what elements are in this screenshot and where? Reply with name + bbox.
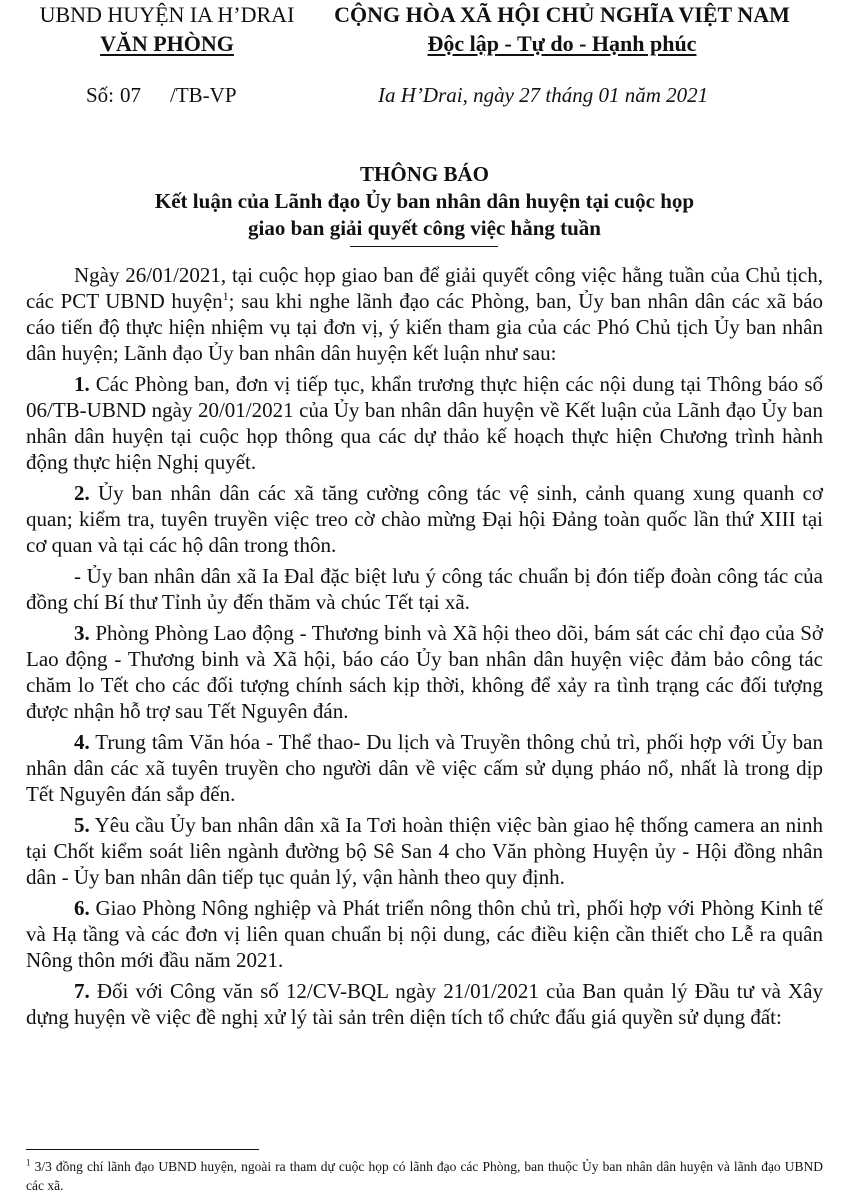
intro-text-2: ; sau khi nghe lãnh đạo các Phòng, ban, Ủy ban nhân dân các xã báo cáo tiến độ thực hiện nhiệm vụ tại đơn vị, ý kiến tham gia của các Phó Chủ tịch Ủy ban nhân dân huyện; Lãnh đạo Ủy ban nhân dân huyện kết luận như sau: [26,289,824,365]
title-divider [350,246,498,247]
item-number: 3. [74,621,90,645]
document-number [86,83,237,108]
item-number: 2. [74,481,90,505]
issuer-block [22,0,312,58]
item-text: Yêu cầu Ủy ban nhân dân xã Ia Tơi hoàn thiện việc bàn giao hệ thống camera an ninh tại Chốt kiểm soát liên ngành đường bộ Sê San 4 cho Văn phòng Huyện ủy - Hội đồng nhân dân - Ủy ban nhân dân tiếp tục quản lý, vận hành theo quy định. [26,813,823,889]
item-text: Trung tâm Văn hóa - Thể thao- Du lịch và Truyền thông chủ trì, phối hợp với Ủy ban nhân dân các xã tuyên truyền cho người dân về việc cấm sử dụng pháo nổ, nhất là trong dịp Tết Nguyên đán sắp đến. [26,730,823,806]
footnote-divider [26,1149,259,1150]
document-number-suffix: /TB-VP [170,83,237,107]
place-date: Ia H’Drai, ngày 27 tháng 01 năm 2021 [378,83,709,107]
national-motto-text: Độc lập - Tự do - Hạnh phúc [427,31,697,56]
national-heading [312,0,812,58]
item-number: 4. [74,730,90,754]
footnote-reference: 1 [222,289,229,303]
conclusion-item [26,371,823,475]
country-name: CỘNG HÒA XÃ HỘI CHỦ NGHĨA VIỆT NAM [334,2,790,27]
conclusion-item [26,812,823,890]
footnote [26,1157,823,1195]
item-text: Phòng Phòng Lao động - Thương binh và Xã hội theo dõi, bám sát các chỉ đạo của Sở Lao động - Thương binh và Xã hội, báo cáo Ủy ban nhân dân huyện việc đảm bảo công tác chăm lo Tết cho các đối tượng chính sách kịp thời, không để xảy ra tình trạng các đối tượng được nhận hỗ trợ sau Tết Nguyên đán. [26,621,823,723]
item-text: - Ủy ban nhân dân xã Ia Đal đặc biệt lưu ý công tác chuẩn bị đón tiếp đoàn công tác của đồng chí Bí thư Tỉnh ủy đến thăm và chúc Tết tại xã. [26,564,823,614]
document-type: THÔNG BÁO [360,162,489,186]
intro-paragraph [26,262,823,366]
document-number-prefix: Số: [86,83,115,107]
item-text: Đối với Công văn số 12/CV-BQL ngày 21/01/2021 của Ban quản lý Đầu tư và Xây dựng huyện về việc đề nghị xử lý tài sản trên diện tích tổ chức đấu giá quyền sử dụng đất: [26,979,823,1029]
item-text: Ủy ban nhân dân các xã tăng cường công tác vệ sinh, cảnh quang xung quanh cơ quan; kiểm tra, tuyên truyền việc treo cờ chào mừng Đại hội Đảng toàn quốc lần thứ XIII tại cơ quan và tại các hộ dân trong thôn. [26,481,823,557]
footnote-marker: 1 [26,1157,31,1168]
document-number-value: 07 [120,83,142,107]
conclusion-item [26,620,823,724]
item-text: Giao Phòng Nông nghiệp và Phát triển nông thôn chủ trì, phối hợp với Phòng Kinh tế và Hạ tầng và các đơn vị liên quan chuẩn bị nội dung, các điều kiện cần thiết cho Lễ ra quân Nông thôn mới đầu năm 2021. [26,896,823,972]
item-number: 6. [74,896,90,920]
footnote-text: 3/3 đồng chí lãnh đạo UBND huyện, ngoài ra tham dự cuộc họp có lãnh đạo các Phòng, ban thuộc Ủy ban nhân dân huyện và lãnh đạo UBND các xã. [26,1159,823,1193]
issuer-office-text: VĂN PHÒNG [100,31,234,56]
document-subject-line-1: Kết luận của Lãnh đạo Ủy ban nhân dân huyện tại cuộc họp [154,189,695,213]
item-number: 1. [74,372,90,396]
conclusion-item [26,480,823,558]
issuer-office [22,29,312,58]
intro-text-1: Ngày 26/01/2021, tại cuộc họp giao ban để giải quyết công việc hằng tuần của Chủ tịch, các PCT UBND huyện [26,263,823,313]
issuer-agency: UBND HUYỆN IA H’DRAI [39,2,295,27]
conclusion-subitem [26,563,823,615]
document-body [26,262,823,1030]
document-subject-line-2: giao ban giải quyết công việc hằng tuần [248,216,601,240]
national-motto [312,29,812,58]
item-number: 7. [74,979,90,1003]
item-text: Các Phòng ban, đơn vị tiếp tục, khẩn trương thực hiện các nội dung tại Thông báo số 06/TB-UBND ngày 20/01/2021 của Ủy ban nhân dân huyện về Kết luận của Lãnh đạo Ủy ban nhân dân huyện tại cuộc họp thông qua các dự thảo kế hoạch thực hiện Chương trình hành động thực hiện Nghị quyết. [26,372,823,474]
conclusion-item [26,895,823,973]
conclusion-item [26,978,823,1030]
conclusion-item [26,729,823,807]
item-number: 5. [74,813,90,837]
